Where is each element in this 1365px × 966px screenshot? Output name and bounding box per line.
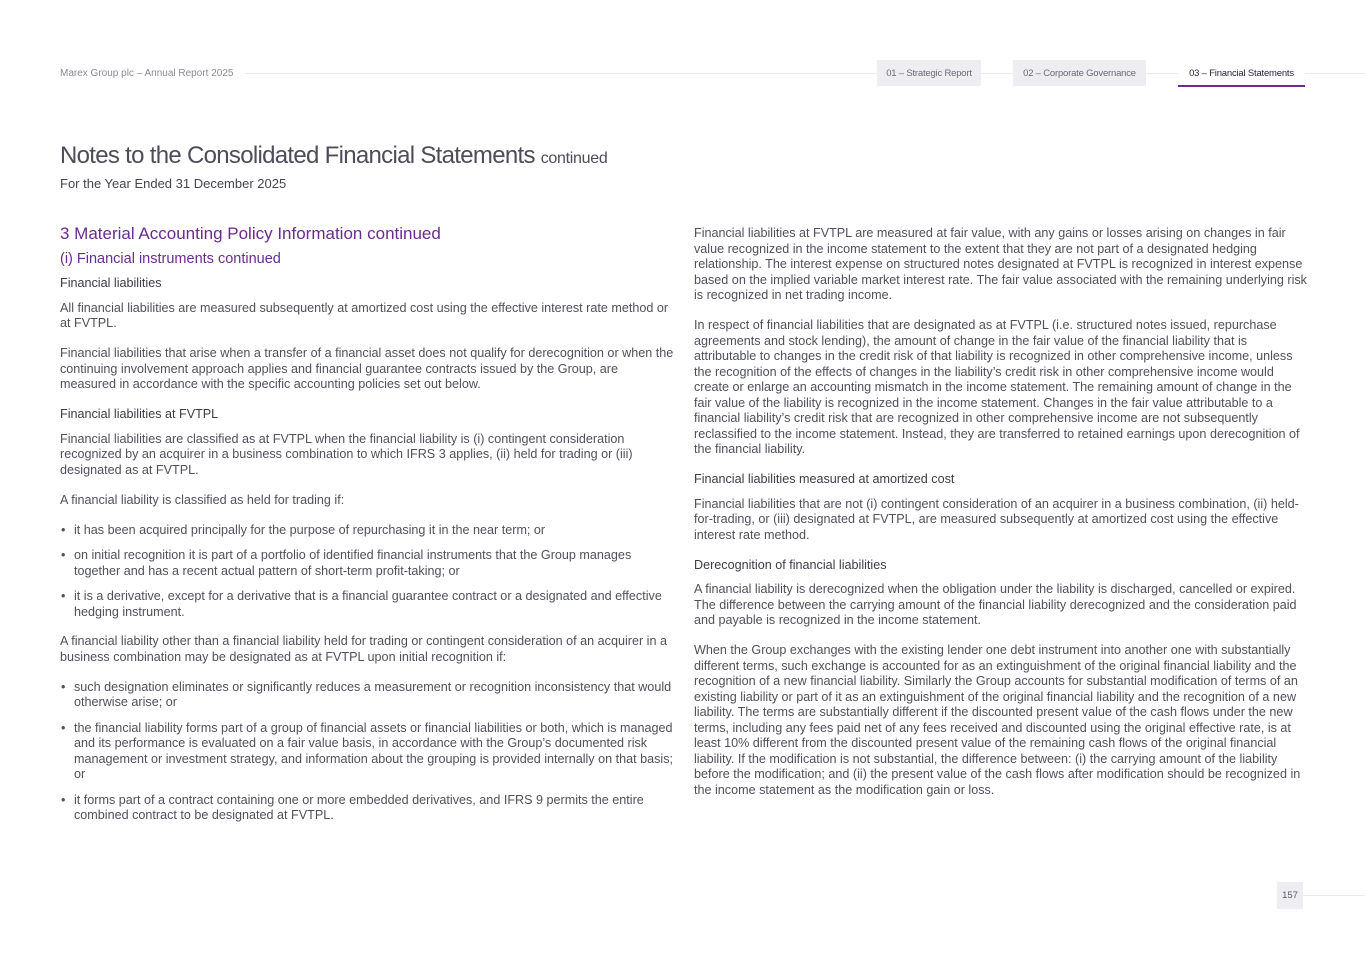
section-heading <box>60 226 674 242</box>
heading-amortized-cost: Financial liabilities measured at amortized cost <box>694 472 955 486</box>
paragraph: Financial liabilities are classified as at FVTPL when the financial liability is (i) contingent consideration recognized by an acquirer in a business combination to which IFRS 3 applies, (ii) held for trading or (iii) designated as at FVTPL. <box>60 431 633 477</box>
heading-financial-liabilities: Financial liabilities <box>60 276 162 290</box>
list-item: • on initial recognition it is part of a portfolio of identified financial instruments that the Group manages together and has a recent actual pattern of short-term profit-taking; or <box>60 548 674 579</box>
report-name: Marex Group plc – Annual Report 2025 <box>60 68 245 79</box>
list-item: • such designation eliminates or significantly reduces a measurement or recognition inconsistency that would otherwise arise; or <box>60 680 674 711</box>
page-number: 157 <box>1277 882 1303 909</box>
page-title-suffix: continued <box>540 150 608 167</box>
list-item: • it has been acquired principally for the purpose of repurchasing it in the near term; or <box>60 523 674 539</box>
heading-derecognition: Derecognition of financial liabilities <box>694 557 887 572</box>
list-item: • it forms part of a contract containing one or more embedded derivatives, and IFRS 9 permits the entire combined contract to be designated at FVTPL. <box>60 793 674 824</box>
header-rule <box>60 73 1365 74</box>
page-title <box>60 142 607 170</box>
section-heading-suffix: continued <box>367 224 441 243</box>
paragraph: Financial liabilities at FVTPL are measured at fair value, with any gains or losses arising on changes in fair value recognized in the income statement to the extent that they are not part of a designated hedging relationship. The interest expense on structured notes designated at FVTPL is recognized in interest expense based on the implied variable market interest rate. The fair value associated with the remaining underlying risk is recognized in net trading income. <box>694 226 1307 302</box>
held-for-trading-list <box>60 523 674 621</box>
tab-financial-statements[interactable]: 03 – Financial Statements <box>1178 60 1305 87</box>
heading-financial-liabilities-fvtpl: Financial liabilities at FVTPL <box>60 407 219 421</box>
right-column <box>694 226 1308 813</box>
paragraph: A financial liability other than a financial liability held for trading or contingent consideration of an acquirer in a business combination may be designated as at FVTPL upon initial recognition if: <box>60 634 667 664</box>
list-item: • the financial liability forms part of a group of financial assets or financial liabilities or both, which is managed and its performance is evaluated on a fair value basis, in accordance with the Group’s documented risk management or investment strategy, and information about the grouping is provided internally on that basis; or <box>60 721 674 783</box>
paragraph: When the Group exchanges with the existing lender one debt instrument into another one with substantially different terms, such exchange is accounted for as an extinguishment of the original financial liability and the recognition of a new financial liability. Similarly the Group accounts for substantial modification of terms of an existing liability or part of it as an extinguishment of the original financial liability and the recognition of a new liability. The terms are substantially different if the discounted present value of the cash flows under the new terms, including any fees paid net of any fees received and discounted using the original effective rate, is at least 10% different from the discounted present value of the remaining cash flows of the original financial liability. If the modification is not substantial, the difference between: (i) the carrying amount of the liability before the modification; and (ii) the present value of the cash flows after modification should be recognized in the income statement as the modification gain or loss. <box>694 643 1301 797</box>
section-heading-text: 3 Material Accounting Policy Information <box>60 224 363 243</box>
paragraph: Financial liabilities that arise when a transfer of a financial asset does not qualify for derecognition or when the continuing involvement approach applies and financial guarantee contracts issued by the Group, are measured in accordance with the specific accounting policies set out below. <box>60 346 674 391</box>
paragraph: A financial liability is classified as held for trading if: <box>60 492 345 507</box>
list-item: • it is a derivative, except for a derivative that is a financial guarantee contract or a designated and effective hedging instrument. <box>60 589 674 620</box>
tab-strategic-report[interactable]: 01 – Strategic Report <box>877 60 981 86</box>
paragraph: In respect of financial liabilities that are designated as at FVTPL (i.e. structured notes issued, repurchase agreements and stock lending), the amount of change in the fair value of the financial liability that is attributable to changes in the credit risk of that liability is recognized in other comprehensive income, unless the recognition of the effects of changes in the liability’s credit risk in other comprehensive income would create or enlarge an accounting mismatch in the income statement. The remaining amount of change in the fair value of the liability is recognized in the income statement. Changes in the fair value attributable to a financial liability’s credit risk that are recognized in other comprehensive income are not subsequently reclassified to the income statement. Instead, they are transferred to retained earnings upon derecognition of the financial liability. <box>694 318 1300 456</box>
paragraph: All financial liabilities are measured subsequently at amortized cost using the effective interest rate method or at FVTPL. <box>60 300 669 330</box>
footer-rule <box>1302 895 1365 896</box>
page-title-text: Notes to the Consolidated Financial Statements <box>60 142 535 169</box>
subsection-heading <box>60 252 674 268</box>
paragraph: Financial liabilities that are not (i) contingent consideration of an acquirer in a business combination, (ii) held-for-trading, or (iii) designated at FVTPL, are measured subsequently at amortized cost using the effective interest rate method. <box>694 496 1299 542</box>
page-subtitle: For the Year Ended 31 December 2025 <box>60 176 287 191</box>
subsection-heading-text: (i) Financial instruments <box>60 250 214 267</box>
tab-corporate-governance[interactable]: 02 – Corporate Governance <box>1013 60 1146 86</box>
paragraph: A financial liability is derecognized when the obligation under the liability is discharged, cancelled or expired. The difference between the carrying amount of the financial liability derecognized and the consideration paid and payable is recognized in the income statement. <box>694 582 1297 627</box>
left-column <box>60 224 674 838</box>
designation-criteria-list <box>60 680 674 824</box>
subsection-heading-suffix: continued <box>217 250 281 267</box>
